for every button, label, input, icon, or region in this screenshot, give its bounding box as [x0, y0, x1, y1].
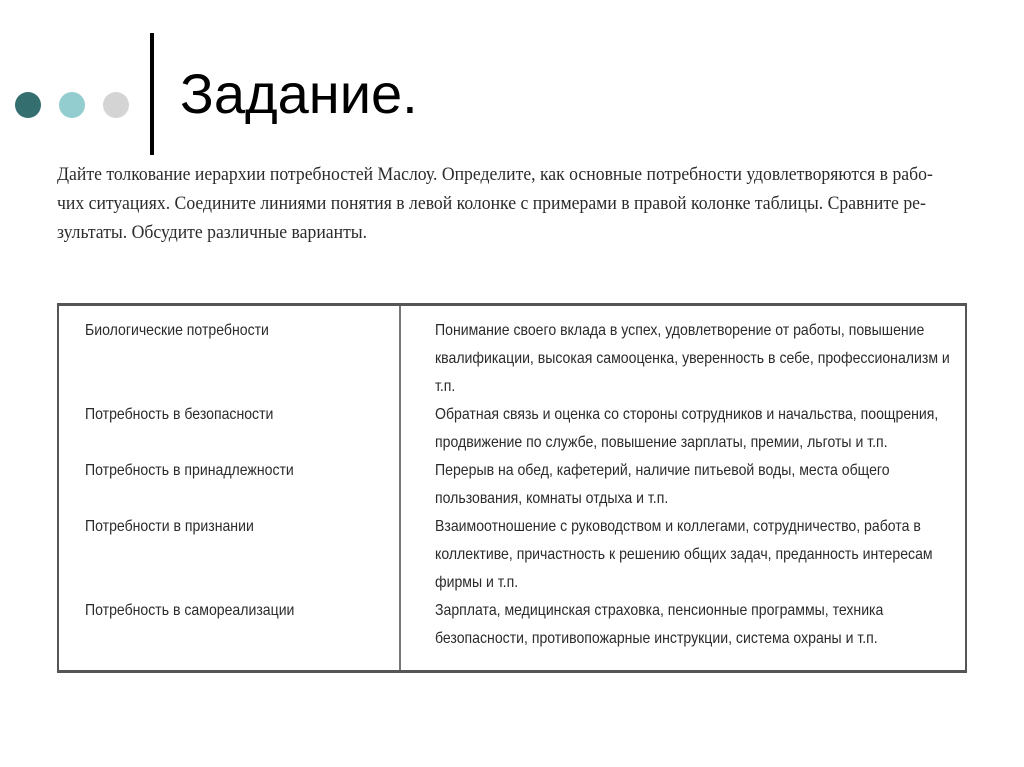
- example-line: т.п.: [435, 378, 456, 395]
- instructions-text: [57, 160, 933, 247]
- example-line: фирмы и т.п.: [435, 574, 519, 591]
- dot-light-teal-icon: [59, 92, 85, 118]
- example-line: продвижение по службе, повышение зарплаты, премии, льготы и т.п.: [435, 434, 888, 451]
- example-line: Понимание своего вклада в успех, удовлетворение от работы, повышение: [435, 322, 925, 339]
- example-line: безопасности, противопожарные инструкции, система охраны и т.п.: [435, 630, 878, 647]
- instruction-line: зультаты. Обсудите различные варианты.: [57, 222, 368, 243]
- need-safety: Потребность в безопасности: [85, 406, 274, 423]
- example-line: пользования, комнаты отдыха и т.п.: [435, 490, 669, 507]
- example-line: квалификации, высокая самооценка, уверенность в себе, профессионализм и: [435, 350, 950, 367]
- example-line: Взаимоотношение с руководством и коллегами, сотрудничество, работа в: [435, 518, 921, 535]
- example-line: Обратная связь и оценка со стороны сотрудников и начальства, поощрения,: [435, 406, 939, 423]
- need-recognition: Потребности в признании: [85, 518, 254, 535]
- need-self-actualization: Потребность в самореализации: [85, 602, 295, 619]
- slide-title: Задание.: [180, 62, 418, 125]
- example-line: Зарплата, медицинская страховка, пенсионные программы, техника: [435, 602, 884, 619]
- column-divider: [399, 306, 401, 670]
- example-line: коллективе, причастность к решению общих задач, преданность интересам: [435, 546, 933, 563]
- instruction-line: чих ситуациях. Соедините линиями понятия в левой колонке с примерами в правой колонке таблицы. Сравните ре-: [57, 193, 926, 214]
- decorative-dots: [15, 92, 129, 118]
- instruction-line: Дайте толкование иерархии потребностей Маслоу. Определите, как основные потребности удовлетворяются в рабо-: [57, 164, 933, 185]
- example-line: Перерыв на обед, кафетерий, наличие питьевой воды, места общего: [435, 462, 890, 479]
- dot-dark-teal-icon: [15, 92, 41, 118]
- dot-gray-icon: [103, 92, 129, 118]
- need-biological: Биологические потребности: [85, 322, 269, 339]
- need-belonging: Потребность в принадлежности: [85, 462, 294, 479]
- title-divider: [150, 33, 154, 155]
- matching-table: [57, 303, 967, 673]
